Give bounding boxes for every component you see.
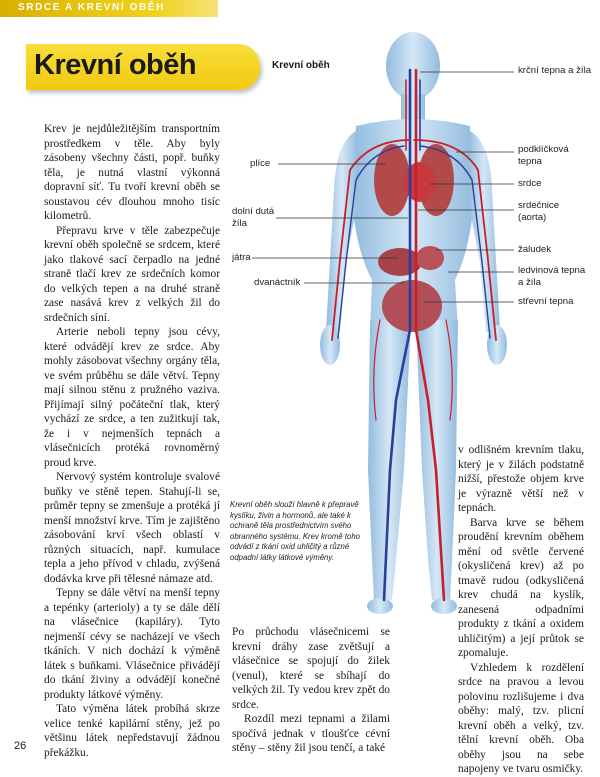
paragraph: Tepny se dále větví na menší tepny a tepénky (arterioly) a ty se dále dělí na vlásečnice (kapiláry). Tyto nejmenší cévy se nacházejí ve všech tkáních. V nich dochází k výměně látek s buňkami. Vlásečnice přivádějí do tkání živiny a odvádějí konečné produkty látkové výměny. bbox=[44, 587, 220, 701]
label-subclavian-line2: tepna bbox=[518, 156, 543, 167]
label-heart: srdce bbox=[518, 178, 542, 189]
page-number: 26 bbox=[14, 740, 27, 752]
paragraph: Rozdíl mezi tepnami a žilami spočívá jednak v tloušťce cévní stěny – stěny žil jsou tenčí, a také bbox=[232, 713, 390, 754]
paragraph: Nervový systém kontroluje svalové buňky ve stěně tepen. Stahují-li se, průměr tepny se zmenšuje a protéká jí menší množství krve. Tím je zajištěno zásobování krví všech oblastí v různých situacích, např. kumulace tepla a jeho přívod v chladu, zvýšená dodávka krve při tělesné námaze atd. bbox=[44, 471, 220, 585]
text-column-right bbox=[458, 443, 584, 777]
label-aorta-line1: srdečnice bbox=[518, 200, 560, 211]
page-title: Krevní oběh bbox=[34, 49, 197, 81]
label-renal-line2: a žíla bbox=[518, 277, 541, 288]
label-mesenteric: střevní tepna bbox=[518, 296, 574, 307]
label-vena-cava-line1: dolní dutá bbox=[232, 206, 275, 217]
label-jugular: krční tepna a žíla bbox=[518, 65, 592, 76]
paragraph: Krev je nejdůležitějším transportním prostředkem v těle. Aby byly zásobeny všechny části, popř. buňky těla, je nutná vlastní výkonná dopravní síť. Tu tvoří krevní oběh se soustavou cév dlouhou mnoho tisíc kilometrů. bbox=[44, 123, 220, 222]
intestines bbox=[382, 280, 442, 332]
paragraph: Arterie neboli tepny jsou cévy, které odvádějí krev ze srdce. Aby mohly zásobovat všechny orgány těla, ve svém průběhu se dále větví. Tepny mají silnou stěnu z pružného vaziva. Přijímají silný počáteční tlak, který vychází ze srdce, a ten zužitkují tak, že i v nejmenších tepnách a vlásečnicích protéká rovnoměrný proud krve. bbox=[44, 326, 220, 469]
label-aorta-line2: (aorta) bbox=[518, 212, 547, 223]
text-column-middle bbox=[232, 625, 390, 756]
label-stomach: žaludek bbox=[518, 244, 552, 255]
label-subclavian-line1: podklíčková bbox=[518, 144, 569, 155]
stomach bbox=[416, 246, 444, 270]
label-duodenum: dvanáctník bbox=[254, 277, 301, 288]
paragraph: Po průchodu vlásečnicemi se krevní dráhy zase zvětšují a vlásečnice se spojují do žilek (venul), které se sbíhají do velkých žil. Ty vedou krev zpět do srdce. bbox=[232, 626, 390, 711]
paragraph: Přepravu krve v těle zabezpečuje krevní oběh společně se srdcem, které jako tlakové sací čerpadlo na jedné straně tlačí krev ze srdečních komor do velkých tepen a na druhé straně zase nasává krev z velkých žil do srdečních síní. bbox=[44, 224, 220, 324]
paragraph: v odlišném krevním tlaku, který je v žilách podstatně nižší, přestože objem krve je výrazně větší než v tepnách. bbox=[458, 444, 584, 514]
label-vena-cava-line2: žíla bbox=[232, 218, 247, 229]
label-renal-line1: ledvinová tepna bbox=[518, 265, 586, 276]
paragraph: Vzhledem k rozdělení srdce na pravou a levou polovinu rozlišujeme i dva oběhy: malý, tzv. plicní krevní oběh a velký, tzv. tělní krevní oběh. Oba oběhy jsou na sebe napojeny ve tvaru osmičky. bbox=[458, 661, 584, 775]
figure-title: Krevní oběh bbox=[272, 60, 330, 71]
paragraph: Barva krve se během proudění krevním oběhem mění od světle červené (okysličená krev) až po tmavě rudou (odkysličená krev chudá na kyslík, zanesená odpadními produkty z tkání a oxidem uhličitým) a její průtok se zpomaluje. bbox=[458, 516, 584, 659]
label-liver: játra bbox=[232, 252, 251, 263]
figure-caption: Krevní oběh slouží hlavně k přepravě kyslíku, živin a hormonů, ale také k ochraně těla prostřednictvím svého obranného systému. Krev kromě toho odvádí z tkání oxid uhličitý a různé odpadní látky látkové výměny. bbox=[230, 500, 361, 562]
label-lungs: plíce bbox=[250, 158, 271, 169]
section-header-text: SRDCE A KREVNÍ OBĚH bbox=[18, 2, 165, 13]
paragraph: Tato výměna látek probíhá skrze velice tenké kapilární stěny, jež po většinu látek nepředstavují žádnou překážku. bbox=[44, 703, 220, 759]
